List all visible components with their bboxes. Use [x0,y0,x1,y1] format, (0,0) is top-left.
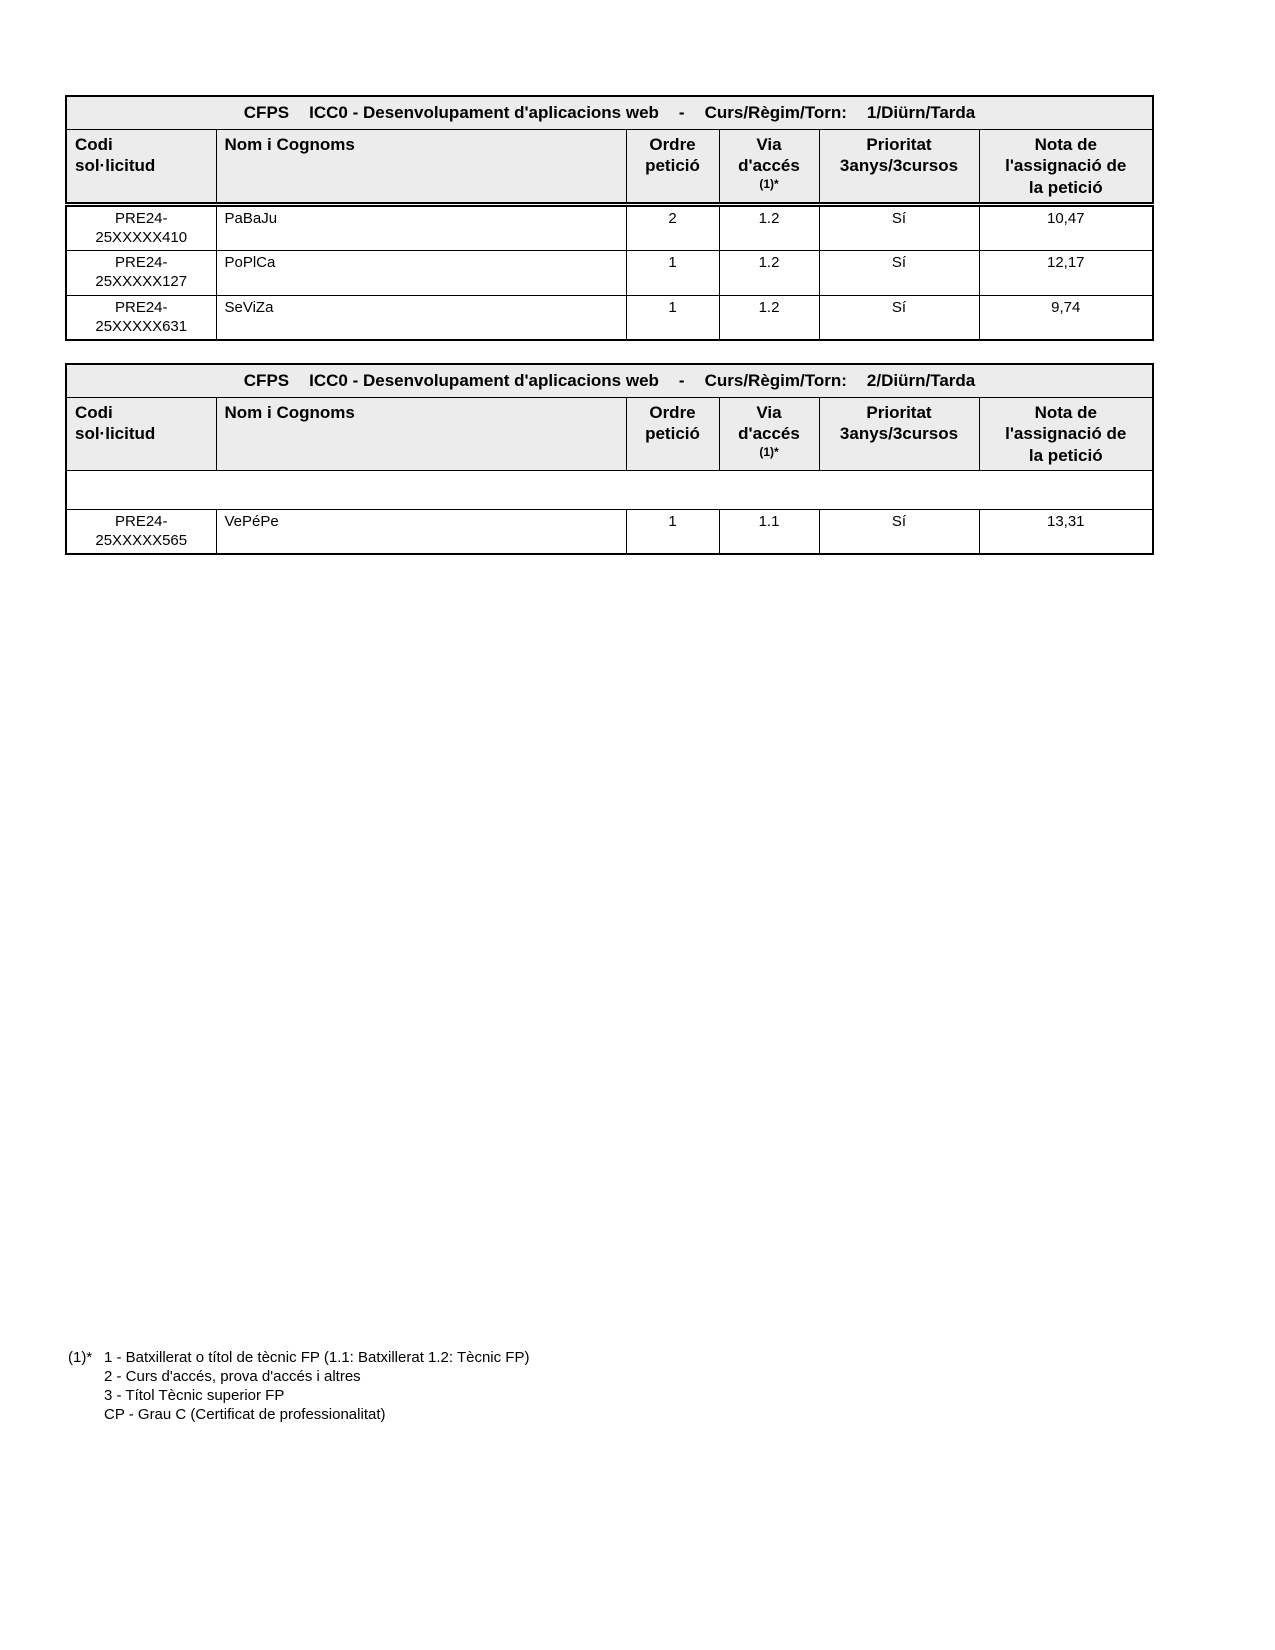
cell-codi [66,295,216,340]
col-header-nota-line2: l'assignació de [1005,156,1127,176]
col-header-nom [216,398,626,471]
col-header-nota-line1: Nota de [1034,135,1097,154]
cell-ordre: 1 [626,295,719,340]
cell-nom: SeViZa [216,295,626,340]
program-label: CFPS [243,103,290,122]
col-header-ordre-line1: Ordre [649,135,696,154]
footnote-line [68,1348,529,1367]
group-value: 1/Diürn/Tarda [866,103,976,122]
group-value: 2/Diürn/Tarda [866,371,976,390]
table-row [66,509,1153,554]
footnote-text: CP - Grau C (Certificat de professionalitat) [104,1406,386,1423]
footnotes [68,1348,529,1424]
col-header-nota-line3: la petició [1028,177,1103,197]
col-header-nota [979,398,1153,471]
col-header-codi-line1: Codi [75,403,113,422]
col-header-prioritat [819,398,979,471]
title-dash: - [678,103,685,122]
cell-codi [66,204,216,251]
table-row [66,295,1153,340]
program-label: CFPS [243,371,290,390]
footnote-text: 1 - Batxillerat o títol de tècnic FP (1.1: Batxillerat 1.2: Tècnic FP) [104,1349,530,1366]
table-row [66,251,1153,296]
col-header-nom [216,130,626,205]
col-header-nom-label: Nom i Cognoms [224,403,355,422]
course-label: ICC0 - Desenvolupament d'aplicacions web [309,371,659,390]
codi-line2: 25XXXXX410 [95,228,188,246]
col-header-via-footref: (1)* [759,176,779,191]
col-header-via [719,130,819,205]
codi-line2: 25XXXXX565 [95,531,188,549]
cell-nom: PoPlCa [216,251,626,296]
title-dash: - [678,371,685,390]
cell-codi [66,509,216,554]
col-header-nota-line3: la petició [1028,445,1103,465]
table-title-row [66,364,1153,398]
cell-nota: 9,74 [979,295,1153,340]
footnote-text: 2 - Curs d'accés, prova d'accés i altres [104,1368,361,1385]
col-header-codi [66,130,216,205]
cell-nota: 12,17 [979,251,1153,296]
cell-via: 1.2 [719,295,819,340]
col-header-nom-label: Nom i Cognoms [224,135,355,154]
footnote-indent [68,1386,104,1405]
footnote-indent [68,1367,104,1386]
col-header-via [719,398,819,471]
col-header-prioritat-line2: 3anys/3cursos [839,424,959,444]
cell-prioritat: Sí [819,204,979,251]
col-header-prioritat-line1: Prioritat [866,403,932,422]
col-header-ordre-line2: petició [645,156,700,176]
footnote-line [68,1386,529,1405]
group-label: Curs/Règim/Torn: [704,371,847,390]
col-header-ordre [626,130,719,205]
cell-prioritat: Sí [819,295,979,340]
cell-nom: PaBaJu [216,204,626,251]
assignments-table-torn-1 [65,95,1154,341]
table-title [66,96,1153,130]
cell-nota: 13,31 [979,509,1153,554]
table-title-row [66,96,1153,130]
col-header-codi [66,398,216,471]
col-header-via-line1: Via [756,135,782,154]
cell-via: 1.2 [719,251,819,296]
cell-via: 1.2 [719,204,819,251]
cell-via: 1.1 [719,509,819,554]
codi-line2: 25XXXXX127 [95,273,188,290]
course-label: ICC0 - Desenvolupament d'aplicacions web [309,103,659,122]
cell-ordre: 1 [626,251,719,296]
col-header-ordre [626,398,719,471]
assignments-table-torn-2 [65,363,1154,555]
footnote-indent [68,1405,104,1424]
cell-prioritat: Sí [819,251,979,296]
col-header-via-line1: Via [756,403,782,422]
col-header-ordre-line1: Ordre [649,403,696,422]
col-header-ordre-line2: petició [645,424,700,444]
cell-ordre: 2 [626,204,719,251]
col-header-nota-line1: Nota de [1034,403,1097,422]
table-title [66,364,1153,398]
header-spacer-cell [66,470,1153,509]
col-header-codi-line1: Codi [75,135,113,154]
footnote-line [68,1367,529,1386]
codi-line2: 25XXXXX631 [95,317,188,335]
table-header-row [66,398,1153,471]
footnote-text: 3 - Títol Tècnic superior FP [104,1387,285,1404]
col-header-via-footref: (1)* [759,444,779,459]
cell-codi [66,251,216,296]
table-row [66,204,1153,251]
col-header-prioritat-line2: 3anys/3cursos [839,156,959,176]
codi-line1: PRE24- [114,254,168,272]
col-header-codi-line2: sol·licitud [75,156,156,176]
col-header-via-line2: d'accés [738,156,800,176]
col-header-prioritat-line1: Prioritat [866,135,932,154]
table-header-row [66,130,1153,205]
col-header-nota [979,130,1153,205]
codi-line1: PRE24- [114,512,168,530]
footnote-ref: (1)* [68,1349,93,1366]
col-header-via-line2: d'accés [738,424,800,444]
codi-line1: PRE24- [114,209,168,227]
col-header-codi-line2: sol·licitud [75,424,156,444]
group-label: Curs/Règim/Torn: [704,103,847,122]
cell-prioritat: Sí [819,509,979,554]
codi-line1: PRE24- [114,298,168,316]
col-header-nota-line2: l'assignació de [1005,424,1127,444]
header-spacer-row [66,470,1153,509]
cell-nota: 10,47 [979,204,1153,251]
cell-ordre: 1 [626,509,719,554]
col-header-prioritat [819,130,979,205]
cell-nom: VePéPe [216,509,626,554]
footnote-line [68,1405,529,1424]
